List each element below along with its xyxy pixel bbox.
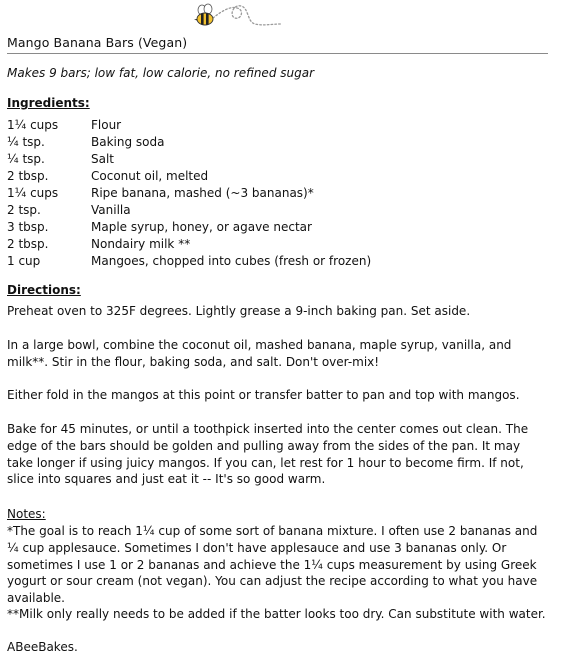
directions-heading: Directions:: [7, 283, 81, 297]
ingredients-heading: Ingredients:: [7, 96, 90, 110]
bee-icon: [193, 2, 283, 32]
title-divider: [7, 53, 548, 54]
direction-step: In a large bowl, combine the coconut oil, mashed banana, maple syrup, vanilla, and milk**. Stir in the flour, baking soda, and salt. Don't over-mix!: [7, 338, 512, 369]
ingredient-qty: 1 cup: [7, 254, 41, 268]
ingredient-name: Vanilla: [91, 203, 131, 217]
ingredient-name: Salt: [91, 152, 115, 166]
ingredient-qty: 1¼ cups: [7, 118, 59, 132]
ingredient-row: [7, 134, 547, 151]
ingredient-qty: 1¼ cups: [7, 186, 59, 200]
ingredient-qty: 2 tbsp.: [7, 169, 49, 183]
notes-heading: Notes:: [7, 507, 46, 521]
ingredient-row: [7, 202, 547, 219]
signature: ABeeBakes.: [7, 640, 78, 654]
ingredient-qty: 3 tbsp.: [7, 220, 49, 234]
ingredient-name: Coconut oil, melted: [91, 169, 209, 183]
ingredient-row: [7, 117, 547, 134]
recipe-subtitle: Makes 9 bars; low fat, low calorie, no refined sugar: [7, 66, 315, 80]
ingredient-qty: ¼ tsp.: [7, 152, 45, 166]
ingredient-name: Baking soda: [91, 135, 165, 149]
ingredient-name: Ripe banana, mashed (~3 bananas)*: [91, 186, 314, 200]
ingredient-qty: 2 tbsp.: [7, 237, 49, 251]
ingredient-name: Flour: [91, 118, 122, 132]
direction-step: Either fold in the mangos at this point or transfer batter to pan and top with mangos.: [7, 388, 520, 402]
ingredient-row: [7, 168, 547, 185]
ingredient-row: [7, 185, 547, 202]
ingredient-name: Maple syrup, honey, or agave nectar: [91, 220, 312, 234]
ingredient-name: Nondairy milk **: [91, 237, 191, 251]
ingredient-qty: 2 tsp.: [7, 203, 41, 217]
note-item: *The goal is to reach 1¼ cup of some sort of banana mixture. I often use 2 bananas and ¼ cup applesauce. Sometimes I don't have applesauce and use 3 bananas only. Or sometimes I use 1 or 2 bananas and achieve the 1¼ cups measurement by using Greek yogurt or sour cream (not vegan). You can adjust the recipe according to what you have available.: [7, 524, 538, 606]
ingredient-name: Mangoes, chopped into cubes (fresh or frozen): [91, 254, 372, 268]
ingredient-row: [7, 236, 547, 253]
ingredient-row: [7, 253, 547, 270]
ingredient-row: [7, 151, 547, 168]
direction-step: Preheat oven to 325F degrees. Lightly grease a 9-inch baking pan. Set aside.: [7, 304, 471, 318]
ingredient-qty: ¼ tsp.: [7, 135, 45, 149]
note-item: **Milk only really needs to be added if the batter looks too dry. Can substitute with water.: [7, 607, 546, 621]
recipe-title: Mango Banana Bars (Vegan): [7, 35, 188, 50]
direction-step: Bake for 45 minutes, or until a toothpick inserted into the center comes out clean. The edge of the bars should be golden and pulling away from the sides of the pan. It may take longer if using juicy mangos. If you can, let rest for 1 hour to become firm. If not, slice into squares and just eat it -- It's so good warm.: [7, 422, 529, 487]
ingredients-list: [7, 117, 547, 270]
ingredient-row: [7, 219, 547, 236]
